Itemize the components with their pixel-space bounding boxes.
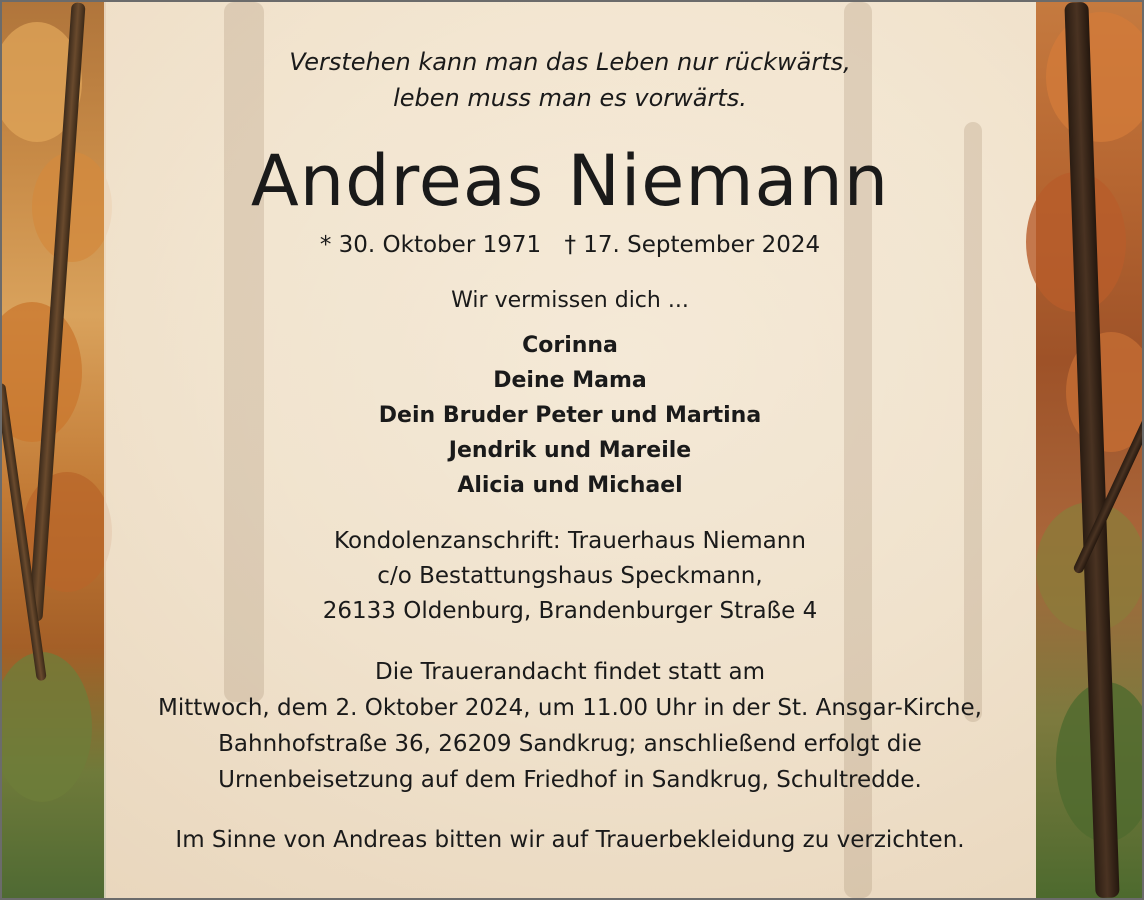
mourner-item: Deine Mama (493, 368, 647, 393)
death-date: † 17. September 2024 (564, 232, 821, 258)
obituary-content (104, 2, 1036, 898)
service-line-3: Bahnhofstraße 36, 26209 Sandkrug; anschließend erfolgt die (218, 731, 922, 757)
mourner-item: Corinna (522, 333, 618, 358)
quote-line-1: Verstehen kann man das Leben nur rückwärts, (289, 48, 851, 76)
service-line-2: Mittwoch, dem 2. Oktober 2024, um 11.00 Uhr in der St. Ansgar-Kirche, (158, 695, 982, 721)
address-line-3: 26133 Oldenburg, Brandenburger Straße 4 (322, 598, 818, 624)
service-line-1: Die Trauerandacht findet statt am (375, 659, 765, 685)
closing-request: Im Sinne von Andreas bitten wir auf Trauerbekleidung zu verzichten. (175, 827, 965, 853)
autumn-forest-left-image (2, 2, 106, 898)
autumn-forest-right-image (1036, 2, 1142, 898)
mourner-item: Jendrik und Mareile (448, 438, 692, 463)
funeral-service-info (104, 654, 1036, 798)
mourner-item: Dein Bruder Peter und Martina (378, 403, 762, 428)
life-dates (104, 228, 1036, 262)
memorial-quote (104, 44, 1036, 116)
birth-date: * 30. Oktober 1971 (319, 232, 542, 258)
address-line-1: Kondolenzanschrift: Trauerhaus Niemann (334, 528, 806, 554)
miss-you-text: Wir vermissen dich ... (451, 288, 689, 313)
mourners-list (104, 328, 1036, 503)
quote-line-2: leben muss man es vorwärts. (393, 84, 747, 112)
service-line-4: Urnenbeisetzung auf dem Friedhof in Sandkrug, Schultredde. (218, 767, 922, 793)
deceased-name: Andreas Niemann (250, 140, 890, 222)
condolence-address (104, 524, 1036, 629)
mourner-item: Alicia und Michael (457, 473, 683, 498)
address-line-2: c/o Bestattungshaus Speckmann, (377, 563, 763, 589)
